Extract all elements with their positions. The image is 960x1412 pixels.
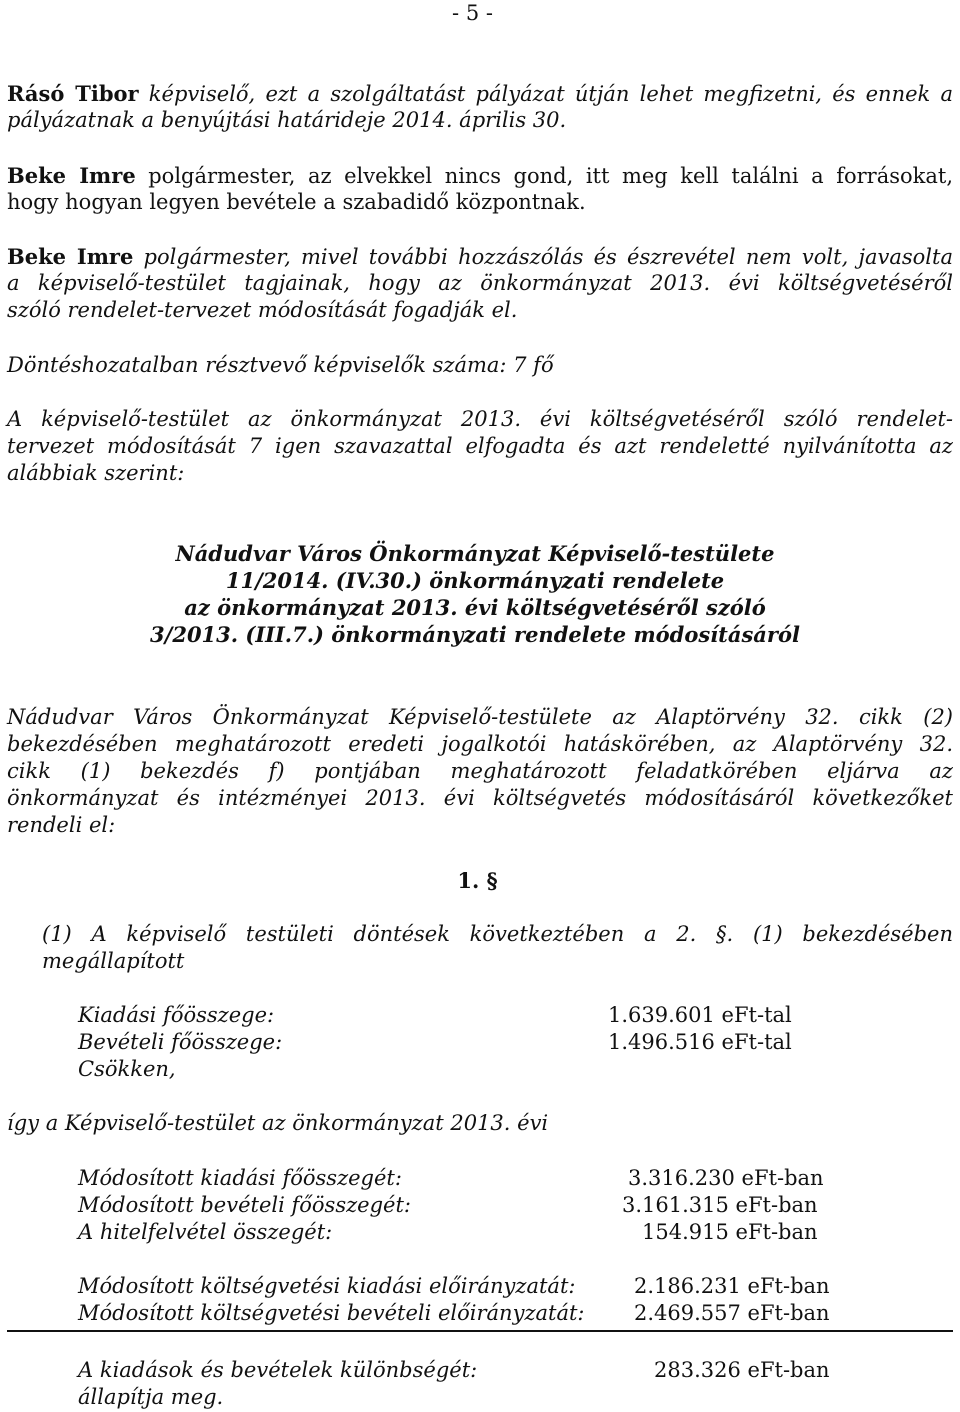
- table-row-value: 3.316.230 eFt-ban: [628, 1166, 824, 1190]
- table-row-label: A hitelfelvétel összegét:: [78, 1220, 333, 1244]
- table-row-label: Csökken,: [78, 1057, 176, 1081]
- paragraph-beke1-line1: [7, 162, 953, 190]
- speaker-name: Beke Imre: [7, 244, 134, 269]
- voting-count: Döntéshozatalban résztvevő képviselők száma: 7 fő: [7, 353, 554, 377]
- section1-line1: (1) A képviselő testületi döntések következtében a 2. §. (1) bekezdésében: [42, 922, 953, 946]
- table-row-label: Módosított kiadási főösszegét:: [78, 1166, 402, 1190]
- table-row-label: Kiadási főösszege:: [78, 1003, 275, 1027]
- horizontal-rule: [7, 1330, 953, 1332]
- preamble-line2: bekezdésében meghatározott eredeti jogalkotói hatáskörében, az Alaptörvény 32.: [7, 732, 953, 756]
- preamble-line5: rendeli el:: [7, 813, 116, 837]
- decree-title-line3: az önkormányzat 2013. évi költségvetéséről szóló: [184, 595, 766, 620]
- paragraph-raso-line1: [7, 80, 953, 108]
- decision-line1: A képviselő-testület az önkormányzat 2013. évi költségvetéséről szóló rendelet-: [7, 407, 953, 431]
- difference-tail: állapítja meg.: [78, 1385, 224, 1409]
- table-row-label: Módosított költségvetési bevételi előirányzatát:: [78, 1301, 585, 1325]
- speaker-name: Rásó Tibor: [7, 81, 139, 106]
- preamble-line4: önkormányzat és intézményei 2013. évi költségvetés módosításáról következőket: [7, 786, 953, 810]
- table-row-label: Módosított bevételi főösszegét:: [78, 1193, 411, 1217]
- paragraph-beke1-line2: hogy hogyan legyen bevétele a szabadidő központnak.: [7, 190, 586, 214]
- difference-label: A kiadások és bevételek különbségét:: [78, 1358, 478, 1382]
- decision-line3: alábbiak szerint:: [7, 461, 185, 485]
- decree-title-line2: 11/2014. (IV.30.) önkormányzati rendelete: [225, 568, 725, 593]
- paragraph-raso-line2: pályázatnak a benyújtási határideje 2014. április 30.: [7, 108, 567, 132]
- table-row-value: 1.639.601 eFt-tal: [608, 1003, 792, 1027]
- table-row-value: 2.186.231 eFt-ban: [634, 1274, 830, 1298]
- section1-line2: megállapított: [42, 949, 185, 973]
- decision-line2: tervezet módosítását 7 igen szavazattal elfogadta és azt rendeletté nyilvánította az: [7, 434, 953, 458]
- decree-title-line1: Nádudvar Város Önkormányzat Képviselő-testülete: [175, 541, 775, 566]
- preamble-line3: cikk (1) bekezdés f) pontjában meghatározott feladatkörében eljárva az: [7, 759, 953, 783]
- speaker-name: Beke Imre: [7, 163, 136, 188]
- paragraph-beke2-line2: a képviselő-testület tagjainak, hogy az önkormányzat 2013. évi költségvetéséről: [7, 271, 953, 295]
- paragraph-text: polgármester, mivel további hozzászólás és észrevétel nem volt, javasolta: [133, 245, 953, 269]
- preamble-line1: Nádudvar Város Önkormányzat Képviselő-testülete az Alaptörvény 32. cikk (2): [7, 705, 953, 729]
- table-row-value: 3.161.315 eFt-ban: [622, 1193, 818, 1217]
- paragraph-text: polgármester, az elvekkel nincs gond, itt meg kell találni a forrásokat,: [135, 164, 953, 188]
- paragraph-beke2-line3: szóló rendelet-tervezet módosítását fogadják el.: [7, 298, 518, 322]
- difference-value: 283.326 eFt-ban: [654, 1358, 830, 1382]
- table-row-value: 154.915 eFt-ban: [642, 1220, 818, 1244]
- table-row-value: 2.469.557 eFt-ban: [634, 1301, 830, 1325]
- section-heading: 1. §: [457, 868, 498, 893]
- decree-title-line4: 3/2013. (III.7.) önkormányzati rendelete módosításáról: [150, 622, 800, 647]
- table-row-label: Bevételi főösszege:: [78, 1030, 283, 1054]
- paragraph-text: képviselő, ezt a szolgáltatást pályázat útján lehet megfizetni, és ennek a: [138, 82, 953, 106]
- paragraph-beke2-line1: [7, 243, 953, 271]
- so-text: így a Képviselő-testület az önkormányzat 2013. évi: [7, 1111, 549, 1135]
- table-row-label: Módosított költségvetési kiadási előirányzatát:: [78, 1274, 576, 1298]
- page-number: - 5 -: [452, 1, 493, 25]
- table-row-value: 1.496.516 eFt-tal: [608, 1030, 792, 1054]
